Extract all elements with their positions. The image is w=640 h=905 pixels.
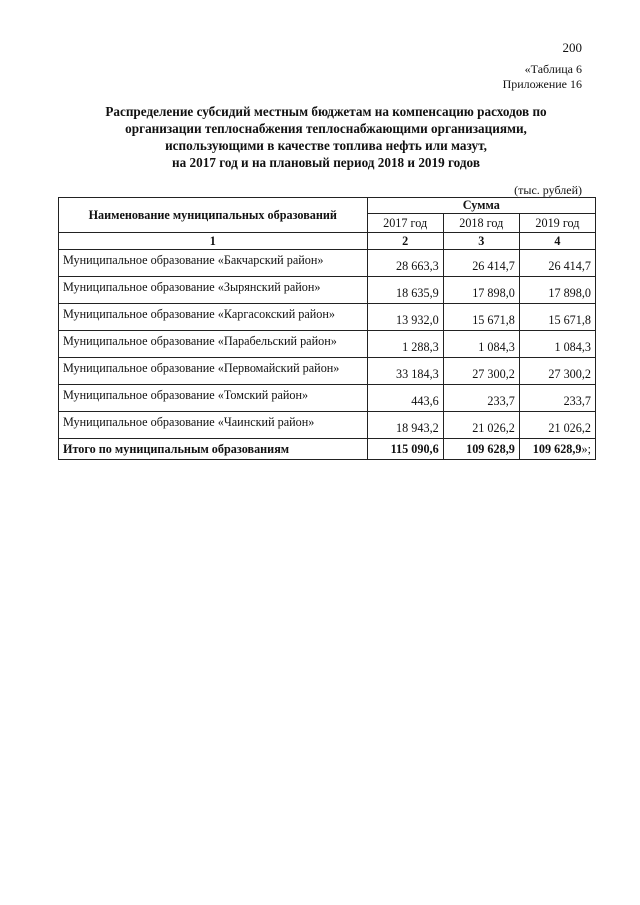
title-line: организации теплоснабжения теплоснабжающими организациями, <box>125 121 527 136</box>
value-2018: 15 671,8 <box>443 304 519 331</box>
total-2017: 115 090,6 <box>367 439 443 460</box>
value-2019: 1 084,3 <box>519 331 595 358</box>
header-year-2018: 2018 год <box>443 214 519 233</box>
table-row <box>59 331 596 358</box>
value-2019: 21 026,2 <box>519 412 595 439</box>
page-number: 200 <box>562 40 582 55</box>
title-line: на 2017 год и на плановый период 2018 и 2019 годов <box>172 155 480 170</box>
value-2017: 18 635,9 <box>367 277 443 304</box>
value-2018: 17 898,0 <box>443 277 519 304</box>
index-cell: 4 <box>519 233 595 250</box>
header-name: Наименование муниципальных образований <box>59 198 368 233</box>
value-2017: 443,6 <box>367 385 443 412</box>
title-line: Распределение субсидий местным бюджетам на компенсацию расходов по <box>105 104 547 119</box>
municipality-name: Муниципальное образование «Бакчарский район» <box>59 250 368 277</box>
subsidy-table <box>58 197 596 460</box>
value-2019: 15 671,8 <box>519 304 595 331</box>
value-2018: 27 300,2 <box>443 358 519 385</box>
municipality-name: Муниципальное образование «Парабельский район» <box>59 331 368 358</box>
municipality-name: Муниципальное образование «Каргасокский район» <box>59 304 368 331</box>
municipality-name: Муниципальное образование «Зырянский район» <box>59 277 368 304</box>
closing-quote: »; <box>581 441 591 456</box>
table-row <box>59 412 596 439</box>
table-row <box>59 304 596 331</box>
appendix-reference: Приложение 16 <box>502 77 582 91</box>
value-2019: 26 414,7 <box>519 250 595 277</box>
index-cell: 1 <box>59 233 368 250</box>
value-2017: 28 663,3 <box>367 250 443 277</box>
table-row <box>59 277 596 304</box>
value-2017: 13 932,0 <box>367 304 443 331</box>
total-2018: 109 628,9 <box>443 439 519 460</box>
table-row <box>59 250 596 277</box>
value-2017: 18 943,2 <box>367 412 443 439</box>
municipality-name: Муниципальное образование «Чаинский район» <box>59 412 368 439</box>
value-2017: 1 288,3 <box>367 331 443 358</box>
header-year-2019: 2019 год <box>519 214 595 233</box>
total-2019: 109 628,9 <box>532 441 582 456</box>
header-year-2017: 2017 год <box>367 214 443 233</box>
value-2018: 1 084,3 <box>443 331 519 358</box>
value-2018: 233,7 <box>443 385 519 412</box>
units-label: (тыс. рублей) <box>514 183 582 197</box>
total-row <box>59 439 596 460</box>
value-2017: 33 184,3 <box>367 358 443 385</box>
value-2019: 233,7 <box>519 385 595 412</box>
header-sum: Сумма <box>367 198 595 214</box>
table-row <box>59 358 596 385</box>
value-2019: 17 898,0 <box>519 277 595 304</box>
value-2018: 26 414,7 <box>443 250 519 277</box>
index-cell: 3 <box>443 233 519 250</box>
index-row <box>59 233 596 250</box>
total-2019-cell <box>519 439 595 460</box>
title-line: использующими в качестве топлива нефть или мазут, <box>165 138 487 153</box>
index-cell: 2 <box>367 233 443 250</box>
total-label: Итого по муниципальным образованиям <box>59 439 368 460</box>
municipality-name: Муниципальное образование «Томский район» <box>59 385 368 412</box>
value-2019: 27 300,2 <box>519 358 595 385</box>
value-2018: 21 026,2 <box>443 412 519 439</box>
table-row <box>59 385 596 412</box>
table-reference: «Таблица 6 <box>524 62 582 76</box>
municipality-name: Муниципальное образование «Первомайский район» <box>59 358 368 385</box>
document-title <box>60 103 592 171</box>
